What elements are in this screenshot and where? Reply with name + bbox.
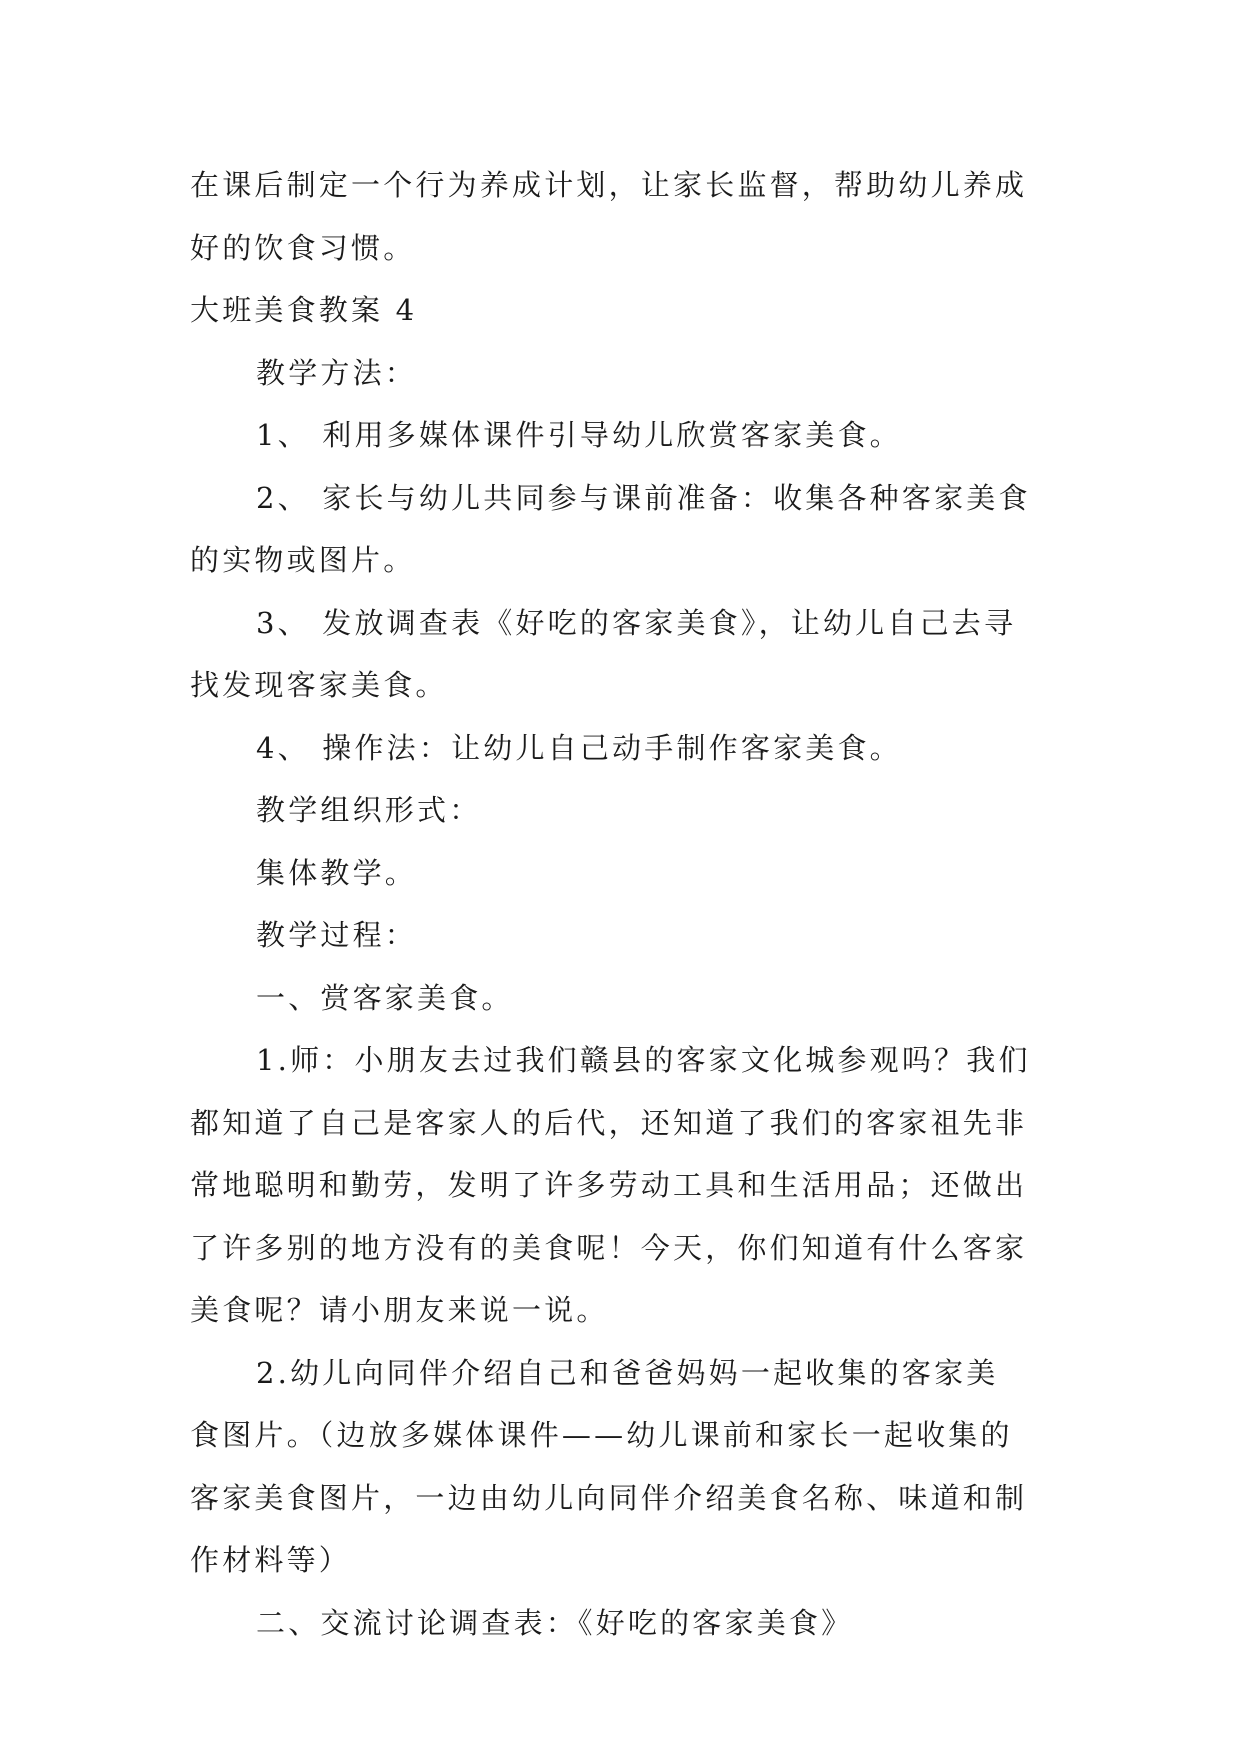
paragraph-line: 好的饮食习惯。 <box>190 230 416 265</box>
paragraph-line: 1.师：小朋友去过我们赣县的客家文化城参观吗？我们 <box>256 1043 1031 1077</box>
paragraph-line: 2.幼儿向同伴介绍自己和爸爸妈妈一起收集的客家美 <box>256 1355 999 1390</box>
paragraph-line: 美食呢？请小朋友来说一说。 <box>190 1293 609 1327</box>
list-item: 4、 操作法：让幼儿自己动手制作客家美食。 <box>256 730 902 765</box>
list-item: 3、 发放调查表《好吃的客家美食》，让幼儿自己去寻 <box>256 605 1017 640</box>
subheading-organization: 教学组织形式： <box>256 793 482 827</box>
paragraph-line: 找发现客家美食。 <box>190 668 448 702</box>
paragraph-line: 常地聪明和勤劳，发明了许多劳动工具和生活用品；还做出 <box>190 1168 1028 1202</box>
section-heading: 大班美食教案 4 <box>190 293 418 327</box>
list-item: 2、 家长与幼儿共同参与课前准备：收集各种客家美食 <box>256 480 1031 515</box>
subheading-teaching-methods: 教学方法： <box>256 355 418 390</box>
step-heading: 一、赏客家美食。 <box>256 980 514 1015</box>
paragraph-line: 在课后制定一个行为养成计划，让家长监督，帮助幼儿养成 <box>190 168 1028 202</box>
paragraph-line: 都知道了自己是客家人的后代，还知道了我们的客家祖先非 <box>190 1105 1028 1140</box>
paragraph-line: 了许多别的地方没有的美食呢！今天，你们知道有什么客家 <box>190 1230 1028 1265</box>
list-item: 1、 利用多媒体课件引导幼儿欣赏客家美食。 <box>256 418 902 452</box>
paragraph-line: 食图片。（边放多媒体课件——幼儿课前和家长一起收集的 <box>190 1418 1013 1452</box>
paragraph-line: 作材料等） <box>190 1543 352 1577</box>
paragraph-line: 集体教学。 <box>256 855 418 890</box>
paragraph-line: 客家美食图片，一边由幼儿向同伴介绍美食名称、味道和制 <box>190 1480 1028 1515</box>
subheading-process: 教学过程： <box>256 918 418 952</box>
paragraph-line: 的实物或图片。 <box>190 543 416 577</box>
step-heading: 二、交流讨论调查表：《好吃的客家美食》 <box>256 1605 854 1640</box>
document-body <box>190 154 1055 1654</box>
